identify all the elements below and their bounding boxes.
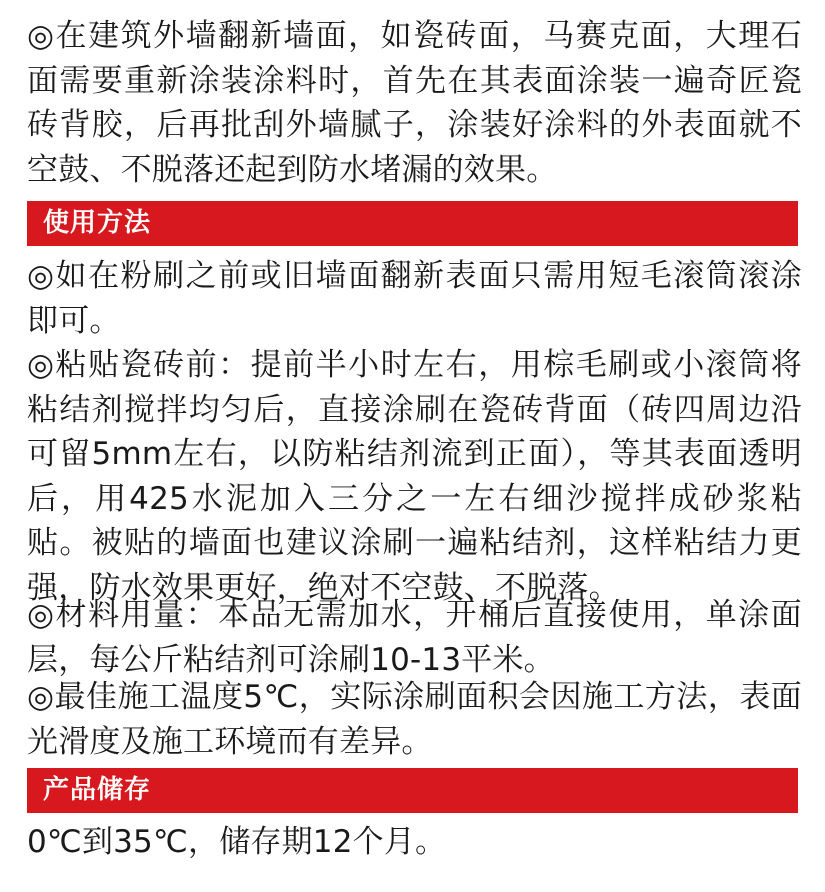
usage-section-title: 使用方法 [43, 208, 152, 238]
usage-item-temperature: ◎最佳施工温度5℃，实际涂刷面积会因施工方法，表面光滑度及施工环境而有差异。 [27, 679, 802, 760]
intro-paragraph: ◎在建筑外墙翻新墙面，如瓷砖面，马赛克面，大理石面需要重新涂装涂料时，首先在其表面涂装一遍奇匠瓷砖背胶，后再批刮外墙腻子，涂装好涂料的外表面就不空鼓、不脱落还起到防水堵漏的效果。 [27, 18, 802, 188]
usage-item-coating: ◎如在粉刷之前或旧墙面翻新表面只需用短毛滚筒滚涂即可。 [27, 258, 802, 339]
usage-item-tile-pasting: ◎粘贴瓷砖前：提前半小时左右，用棕毛刷或小滚筒将粘结剂搅拌均匀后，直接涂刷在瓷砖背面（砖四周边沿可留5mm左右，以防粘结剂流到正面），等其表面透明后，用425水泥加入三分之一左右细沙搅拌成砂浆粘贴。被贴的墙面也建议涂刷一遍粘结剂，这样粘结力更强，防水效果更好，绝对不空鼓、不脱落。 [27, 347, 802, 606]
storage-section-header [27, 768, 798, 813]
storage-section-title: 产品储存 [43, 775, 152, 805]
usage-section-header [27, 201, 798, 246]
storage-paragraph: 0℃到35℃，储存期12个月。 [27, 824, 447, 860]
usage-item-material-consumption: ◎材料用量：本品无需加水，开桶后直接使用，单涂面层，每公斤粘结剂可涂刷10-13平米。 [27, 597, 802, 678]
